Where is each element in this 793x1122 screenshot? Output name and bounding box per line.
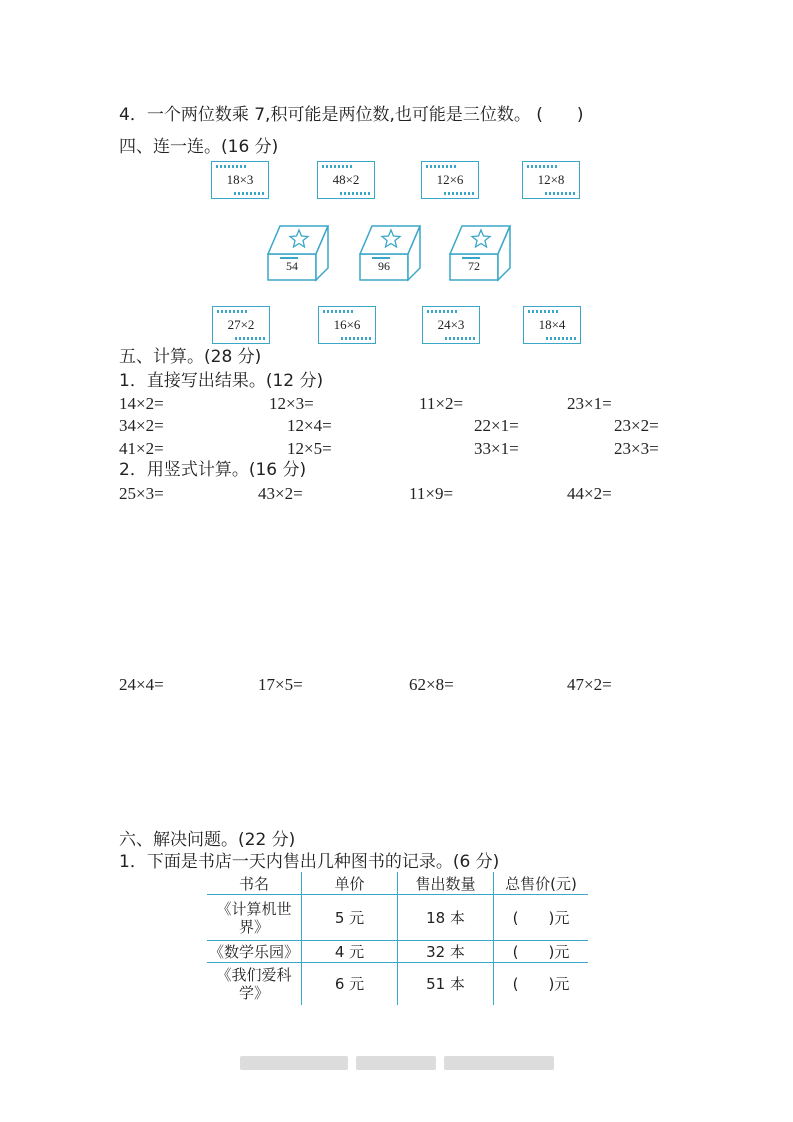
section-6-title: 六、解决问题。(22 分) bbox=[119, 830, 296, 850]
section-4-title: 四、连一连。(16 分) bbox=[119, 137, 279, 157]
oral-calc-item: 12×4= bbox=[287, 416, 332, 435]
bottom-card-3[interactable] bbox=[422, 306, 480, 344]
vertical-calc-item: 25×3= bbox=[119, 484, 164, 503]
book-name-cell bbox=[207, 963, 302, 1005]
top-card-1[interactable] bbox=[211, 161, 269, 199]
book-name-line: 界》 bbox=[238, 917, 269, 936]
oral-calc-item: 23×1= bbox=[567, 394, 612, 413]
bottom-card-4[interactable] bbox=[523, 306, 581, 344]
book-name-cell bbox=[207, 941, 302, 963]
book-name-cell bbox=[207, 895, 302, 941]
house-3[interactable] bbox=[448, 224, 512, 282]
book-sales-table bbox=[207, 872, 588, 1005]
vertical-calc-item: 47×2= bbox=[567, 675, 612, 694]
house-2[interactable] bbox=[358, 224, 422, 282]
oral-calc-item: 41×2= bbox=[119, 439, 164, 458]
top-card-2[interactable] bbox=[317, 161, 375, 199]
house-1-value: 54 bbox=[286, 259, 298, 273]
table-row bbox=[207, 895, 588, 941]
bottom-card-1-label: 27×2 bbox=[227, 317, 255, 332]
vertical-calc-item: 62×8= bbox=[409, 675, 454, 694]
table-header-row bbox=[207, 872, 588, 895]
blurred-footer-mid bbox=[356, 1056, 436, 1070]
house-2-value: 96 bbox=[378, 259, 390, 273]
oral-calc-item: 22×1= bbox=[474, 416, 519, 435]
vertical-calc-item: 24×4= bbox=[119, 675, 164, 694]
header-unit-price: 单价 bbox=[302, 872, 398, 895]
top-card-4-label: 12×8 bbox=[537, 172, 565, 187]
bottom-card-2[interactable] bbox=[318, 306, 376, 344]
house-1[interactable] bbox=[266, 224, 330, 282]
oral-calc-item: 23×2= bbox=[614, 416, 659, 435]
book-name-line: 学》 bbox=[238, 983, 269, 1002]
vertical-calc-item: 11×9= bbox=[409, 484, 454, 503]
house-3-value: 72 bbox=[468, 259, 480, 273]
oral-calc-item: 23×3= bbox=[614, 439, 659, 458]
judge-item-4: 4．一个两位数乘 7,积可能是两位数,也可能是三位数。 ( ) bbox=[119, 105, 584, 125]
total-answer-cell[interactable]: ( )元 bbox=[494, 941, 589, 963]
top-card-1-label: 18×3 bbox=[226, 172, 254, 187]
bottom-card-2-label: 16×6 bbox=[333, 317, 361, 332]
vertical-calc-item: 44×2= bbox=[567, 484, 612, 503]
top-card-2-label: 48×2 bbox=[332, 172, 360, 187]
section-6-q1-title: 1．下面是书店一天内售出几种图书的记录。(6 分) bbox=[119, 852, 500, 872]
unit-price-cell: 4 元 bbox=[302, 941, 398, 963]
oral-calc-item: 34×2= bbox=[119, 416, 164, 435]
section-5-title: 五、计算。(28 分) bbox=[119, 347, 262, 367]
quantity-cell: 18 本 bbox=[398, 895, 494, 941]
total-answer-cell[interactable]: ( )元 bbox=[494, 963, 589, 1005]
oral-calc-item: 12×5= bbox=[287, 439, 332, 458]
bottom-card-1[interactable] bbox=[212, 306, 270, 344]
quantity-cell: 51 本 bbox=[398, 963, 494, 1005]
table-row bbox=[207, 941, 588, 963]
bottom-card-4-label: 18×4 bbox=[538, 317, 566, 332]
oral-calc-item: 11×2= bbox=[419, 394, 464, 413]
blurred-footer-left bbox=[240, 1056, 348, 1070]
top-card-4[interactable] bbox=[522, 161, 580, 199]
quantity-cell: 32 本 bbox=[398, 941, 494, 963]
bottom-card-3-label: 24×3 bbox=[437, 317, 465, 332]
book-name-line: 《我们爱科 bbox=[216, 965, 292, 984]
top-card-3-label: 12×6 bbox=[436, 172, 464, 187]
header-book-name: 书名 bbox=[207, 872, 302, 895]
vertical-calc-item: 43×2= bbox=[258, 484, 303, 503]
table-row bbox=[207, 963, 588, 1005]
blurred-footer-right bbox=[444, 1056, 554, 1070]
total-answer-cell[interactable]: ( )元 bbox=[494, 895, 589, 941]
top-card-3[interactable] bbox=[421, 161, 479, 199]
unit-price-cell: 6 元 bbox=[302, 963, 398, 1005]
book-name-line: 《计算机世 bbox=[216, 899, 292, 918]
book-name-line: 《数学乐园》 bbox=[208, 943, 299, 961]
section-5-part-1-title: 1．直接写出结果。(12 分) bbox=[119, 371, 324, 391]
oral-calc-item: 14×2= bbox=[119, 394, 164, 413]
header-total: 总售价(元) bbox=[494, 872, 589, 895]
unit-price-cell: 5 元 bbox=[302, 895, 398, 941]
oral-calc-item: 12×3= bbox=[269, 394, 314, 413]
oral-calc-item: 33×1= bbox=[474, 439, 519, 458]
vertical-calc-item: 17×5= bbox=[258, 675, 303, 694]
section-5-part-2-title: 2．用竖式计算。(16 分) bbox=[119, 460, 307, 480]
header-quantity: 售出数量 bbox=[398, 872, 494, 895]
